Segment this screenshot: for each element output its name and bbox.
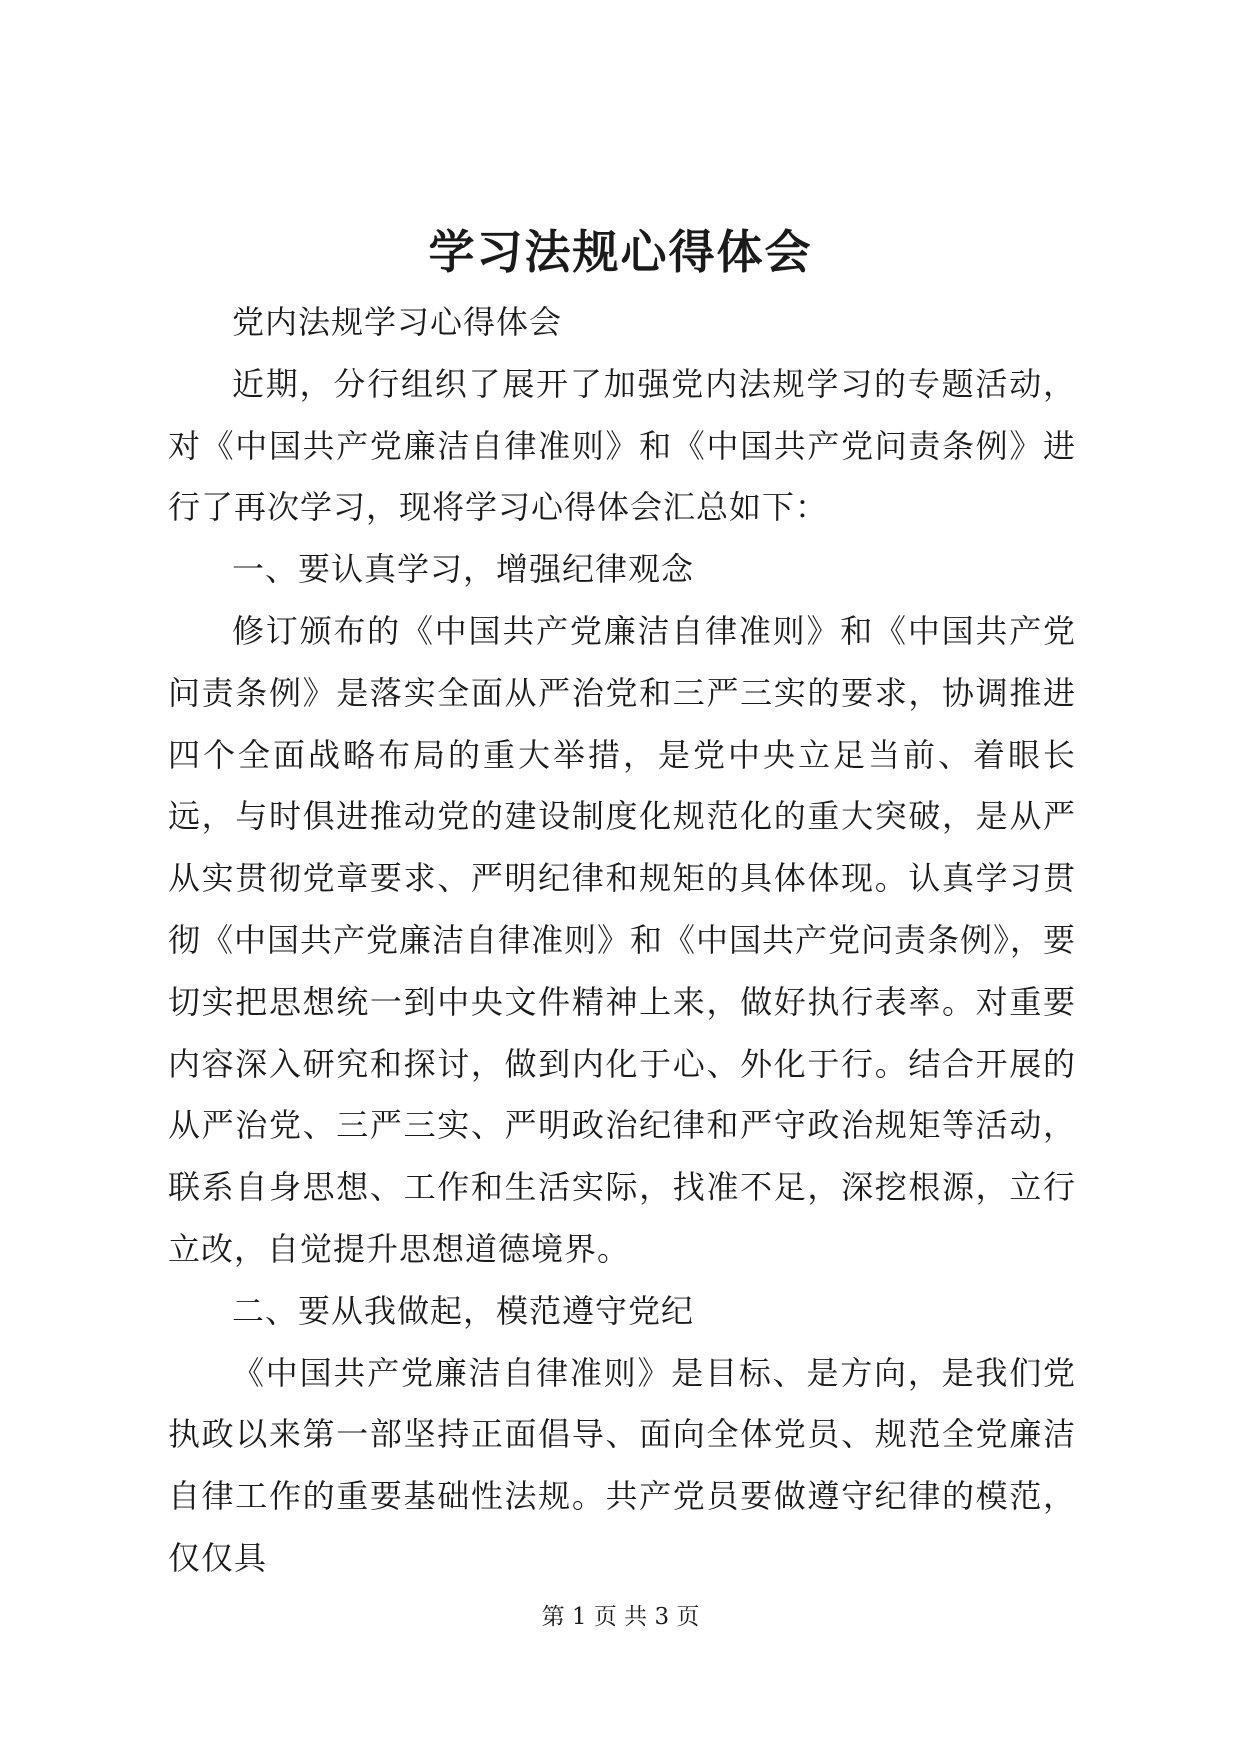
paragraph-intro: 近期，分行组织了展开了加强党内法规学习的专题活动，对《中国共产党廉洁自律准则》和《中国共产党问责条例》进行了再次学习，现将学习心得体会汇总如下： <box>168 364 1076 527</box>
section-heading-1: 一、要认真学习，增强纪律观念 <box>232 550 695 589</box>
section-heading-2: 二、要从我做起，模范遵守党纪 <box>232 1291 695 1330</box>
paragraph-section-1: 修订颁布的《中国共产党廉洁自律准则》和《中国共产党问责条例》是落实全面从严治党和三严三实的要求，协调推进四个全面战略布局的重大举措，是党中央立足当前、着眼长远，与时俱进推动党的建设制度化规范化的重大突破，是从严从实贯彻党章要求、严明纪律和规矩的具体体现。认真学习贯彻《中国共产党廉洁自律准则》和《中国共产党问责条例》，要切实把思想统一到中央文件精神上来，做好执行表率。对重要内容深入研究和探讨，做到内化于心、外化于行。结合开展的从严治党、三严三实、严明政治纪律和严守政治规矩等活动，联系自身思想、工作和生活实际，找准不足，深挖根源，立行立改，自觉提升思想道德境界。 <box>168 611 1077 1268</box>
document-body <box>168 292 1076 1590</box>
paragraph-section-2: 《中国共产党廉洁自律准则》是目标、是方向，是我们党执政以来第一部坚持正面倡导、面向全体党员、规范全党廉洁自律工作的重要基础性法规。共产党员要做遵守纪律的模范，仅仅具 <box>168 1353 1076 1577</box>
page-number-footer: 第 1 页 共 3 页 <box>541 1604 700 1630</box>
document-title: 学习法规心得体会 <box>428 225 813 279</box>
paragraph-subtitle: 党内法规学习心得体会 <box>232 303 563 341</box>
